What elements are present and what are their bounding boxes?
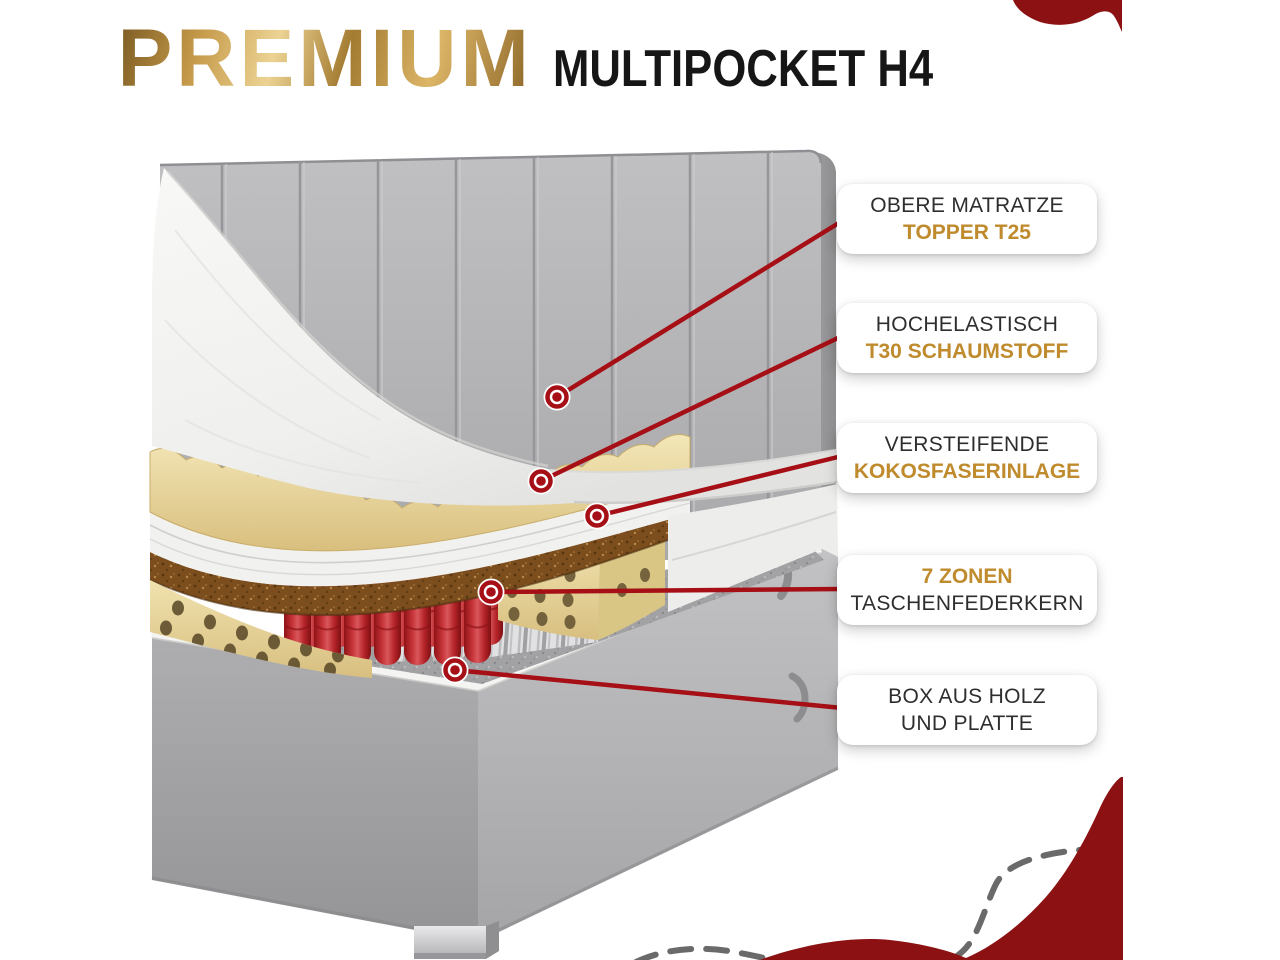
- callout-dot: [442, 657, 469, 684]
- callout-line: OBERE MATRATZE: [870, 194, 1064, 217]
- callout-card-topper: [837, 184, 1097, 254]
- callout-line-accent: 7 ZONEN: [921, 565, 1013, 588]
- callout-line: UND PLATTE: [900, 712, 1034, 735]
- callout-card-box: [837, 675, 1097, 745]
- corner-wave-bottom-right: [757, 777, 1123, 960]
- callout-line: HOCHELASTISCH: [875, 313, 1059, 336]
- callout-card-coconut: [837, 423, 1097, 493]
- callout-card-springs: [837, 555, 1097, 625]
- callout-dot: [528, 468, 555, 495]
- callout-card-foam: [837, 303, 1097, 373]
- callout-dot: [478, 579, 505, 606]
- callout-line: BOX AUS HOLZ: [888, 685, 1046, 708]
- title-model: MULTIPOCKET H4: [552, 40, 933, 98]
- callout-line: VERSTEIFENDE: [884, 433, 1050, 456]
- callout-dot: [584, 503, 611, 530]
- title-premium: PREMIUM: [117, 13, 533, 104]
- page-title: [0, 13, 1123, 104]
- callout-line-accent: T30 SCHAUMSTOFF: [865, 340, 1069, 363]
- callout-line-accent: KOKOSFASERINLAGE: [853, 460, 1081, 483]
- callout-line: TASCHENFEDERKERN: [850, 592, 1084, 615]
- callout-dot: [544, 384, 571, 411]
- bed-foot: [414, 921, 499, 959]
- callout-line-accent: TOPPER T25: [903, 221, 1031, 244]
